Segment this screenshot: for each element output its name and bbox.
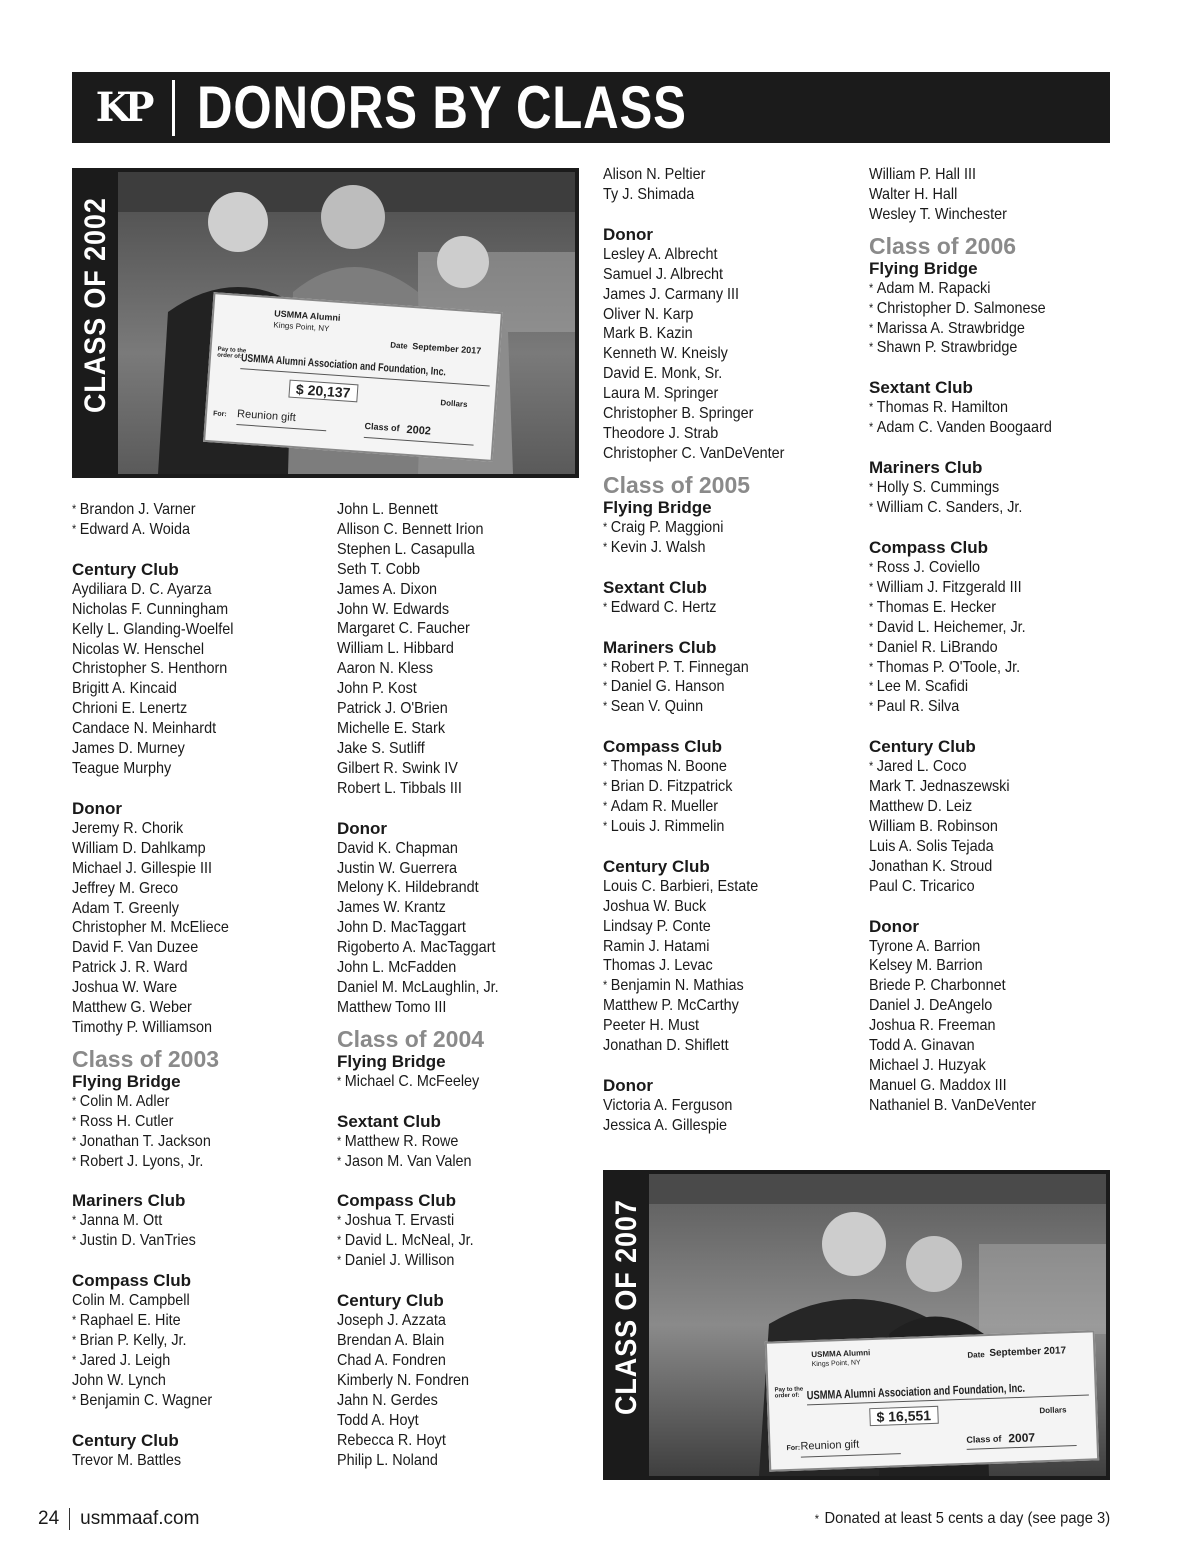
col2-group-cont	[337, 500, 592, 799]
check-memo-line	[236, 424, 326, 431]
donor-name: * Sean V. Quinn	[603, 698, 704, 716]
donor-name: Aydiliara D. C. Ayarza	[72, 580, 212, 598]
section-heading: Century Club	[337, 1291, 444, 1311]
donor-name: Christopher C. VanDeVenter	[603, 444, 785, 462]
donor-name: Colin M. Campbell	[72, 1292, 190, 1310]
donor-name: * Lee M. Scafidi	[869, 678, 969, 696]
donor-name: Kelsey M. Barrion	[869, 957, 983, 975]
donor-name: Alison N. Peltier	[603, 166, 706, 183]
col4-mariners-club	[869, 458, 1124, 518]
star-icon: *	[337, 1233, 342, 1248]
check-class-year: 2002	[406, 423, 432, 438]
section-heading: Mariners Club	[869, 458, 983, 478]
col1-century-club-2	[72, 1431, 327, 1471]
donor-name: * Brian P. Kelly, Jr.	[72, 1332, 187, 1350]
col1-flying-bridge	[72, 1072, 327, 1172]
star-icon: *	[603, 759, 608, 774]
donor-name: James J. Carmany III	[603, 285, 740, 303]
page-number: 24	[38, 1508, 60, 1529]
star-icon: *	[72, 1233, 77, 1248]
star-icon: *	[337, 1133, 342, 1148]
check-amount: $ 16,551	[869, 1406, 938, 1426]
donor-name: Joshua W. Buck	[603, 897, 707, 915]
donor-name: Samuel J. Albrecht	[603, 265, 724, 283]
donor-name: Kenneth W. Kneisly	[603, 345, 728, 363]
check-location: Kings Point, NY	[273, 320, 330, 334]
star-icon: *	[869, 659, 874, 674]
donor-name: Louis C. Barbieri, Estate	[603, 877, 759, 895]
page-header	[72, 72, 1110, 143]
donor-name: * Craig P. Maggioni	[603, 518, 724, 536]
star-icon: *	[72, 1313, 77, 1328]
donor-name: * Kevin J. Walsh	[603, 538, 706, 556]
donor-name: Jeffrey M. Greco	[72, 879, 179, 897]
donor-name: Justin W. Guerrera	[337, 859, 458, 877]
star-icon: *	[869, 699, 874, 714]
col3-compass-club	[603, 737, 858, 837]
donor-name: * Benjamin N. Mathias	[603, 977, 744, 995]
column-3	[603, 165, 858, 1136]
donor-name: Theodore J. Strab	[603, 424, 719, 442]
class-title-2003: Class of 2003	[72, 1045, 220, 1072]
donor-name: Trevor M. Battles	[72, 1451, 182, 1469]
donor-name: Peeter H. Must	[603, 1017, 700, 1035]
star-icon: *	[603, 699, 608, 714]
col4-sextant-club	[869, 378, 1124, 438]
donor-name: * Jason M. Van Valen	[337, 1152, 472, 1170]
donor-name: Aaron N. Kless	[337, 660, 434, 678]
donor-name: Robert L. Tibbals III	[337, 779, 462, 797]
donor-name: Brigitt A. Kincaid	[72, 680, 177, 698]
star-icon: *	[603, 799, 608, 814]
star-icon: *	[337, 1153, 342, 1168]
check-class-label: Class of	[364, 420, 400, 434]
star-icon: *	[72, 502, 77, 516]
donor-name: Matthew D. Leiz	[869, 798, 973, 816]
donor-name: Joshua W. Ware	[72, 979, 178, 997]
donor-name: James D. Murney	[72, 740, 185, 758]
footer-divider	[69, 1508, 70, 1530]
section-heading: Sextant Club	[869, 378, 973, 398]
donor-name: Jessica A. Gillespie	[603, 1116, 728, 1134]
donor-name: * Ross H. Cutler	[72, 1112, 174, 1130]
reunion-photo-2002	[118, 172, 575, 474]
donor-name: Todd A. Ginavan	[869, 1037, 975, 1055]
check-memo: Reunion gift	[800, 1438, 860, 1453]
donor-name: Rebecca R. Hoyt	[337, 1431, 446, 1449]
star-icon: *	[72, 1113, 77, 1128]
donor-name: * Thomas E. Hecker	[869, 598, 997, 616]
donor-name: * Robert P. T. Finnegan	[603, 658, 749, 676]
donor-name: Jeremy R. Chorik	[72, 819, 184, 837]
donor-name: Oliver N. Karp	[603, 305, 694, 323]
col1-century-club	[72, 560, 327, 779]
check-date: September 2017	[989, 1345, 1067, 1359]
donor-name: David F. Van Duzee	[72, 939, 199, 957]
reunion-check-2002	[203, 292, 503, 462]
check-pay-to-label: Pay to the order of:	[216, 346, 247, 361]
donor-name: * Paul R. Silva	[869, 698, 960, 716]
check-memo-line	[801, 1453, 901, 1457]
donor-name: * Thomas P. O'Toole, Jr.	[869, 658, 1021, 676]
column-1	[72, 500, 327, 1471]
check-date-label: Date	[390, 340, 408, 351]
section-heading: Flying Bridge	[72, 1071, 181, 1091]
section-heading: Flying Bridge	[603, 497, 712, 517]
section-heading: Flying Bridge	[337, 1051, 446, 1071]
donor-name: * Edward C. Hertz	[603, 598, 717, 616]
donor-name: * Christopher D. Salmonese	[869, 299, 1046, 317]
star-icon: *	[869, 759, 874, 774]
check-org: USMMA Alumni	[273, 308, 341, 323]
star-icon: *	[869, 639, 874, 654]
check-date: September 2017	[411, 341, 482, 356]
photo-class-2007	[603, 1170, 1110, 1480]
donor-name: James A. Dixon	[337, 580, 438, 598]
column-4	[869, 165, 1124, 1116]
donor-name: Adam T. Greenly	[72, 899, 179, 917]
section-heading: Donor	[869, 916, 920, 936]
col4-flying-bridge	[869, 259, 1124, 359]
donor-name: Wesley T. Winchester	[869, 205, 1007, 223]
col2-donor	[337, 819, 592, 1018]
reunion-check-2007	[765, 1330, 1099, 1471]
section-heading: Donor	[337, 818, 388, 838]
col3-donor-2	[603, 1076, 858, 1136]
star-icon: *	[869, 340, 874, 355]
section-heading: Century Club	[72, 559, 179, 579]
section-heading: Century Club	[603, 856, 710, 876]
check-pay-to-label: Pay to the order of:	[774, 1386, 804, 1400]
check-org: USMMA Alumni	[811, 1348, 871, 1360]
section-heading: Compass Club	[869, 537, 989, 557]
donor-name: Mark B. Kazin	[603, 325, 693, 343]
check-class-label: Class of	[966, 1433, 1002, 1445]
donor-name: David E. Monk, Sr.	[603, 365, 723, 383]
col3-group-cont	[603, 165, 858, 205]
donor-name: * Justin D. VanTries	[72, 1232, 196, 1250]
donor-name: Christopher B. Springer	[603, 405, 754, 423]
donor-name: John W. Lynch	[72, 1371, 166, 1389]
donor-name: Michelle E. Stark	[337, 719, 446, 737]
donor-name: John P. Kost	[337, 680, 417, 698]
check-for-label: For:	[786, 1444, 801, 1453]
donor-name: Rigoberto A. MacTaggart	[337, 939, 496, 957]
donor-name: * Matthew R. Rowe	[337, 1132, 459, 1150]
donor-name: Margaret C. Faucher	[337, 620, 470, 638]
col2-century-club	[337, 1291, 592, 1470]
donor-name: Michael J. Gillespie III	[72, 859, 213, 877]
donor-name: Walter H. Hall	[869, 185, 958, 203]
donor-name: Mark T. Jednaszewski	[869, 778, 1010, 796]
donor-name: Chad A. Fondren	[337, 1352, 446, 1369]
donor-name: * Janna M. Ott	[72, 1212, 163, 1230]
column-2	[337, 500, 592, 1470]
donor-name: Laura M. Springer	[603, 385, 719, 403]
donor-name: Christopher S. Henthorn	[72, 660, 228, 678]
star-icon: *	[603, 659, 608, 674]
class-title-2004: Class of 2004	[337, 1025, 485, 1052]
col1-mariners-club	[72, 1191, 327, 1251]
donor-name: * Adam R. Mueller	[603, 798, 719, 816]
donor-name: * Shawn P. Strawbridge	[869, 339, 1018, 357]
donor-name: Manuel G. Maddox III	[869, 1076, 1007, 1094]
donor-name: * Jared J. Leigh	[72, 1352, 171, 1369]
donor-name: William D. Dahlkamp	[72, 839, 206, 857]
star-icon: *	[603, 539, 608, 554]
donor-name: John L. Bennett	[337, 501, 438, 518]
col4-group-cont	[869, 165, 1124, 225]
donor-name: Lindsay P. Conte	[603, 917, 711, 935]
donor-name: Jonathan K. Stroud	[869, 857, 993, 875]
page-footer-left	[38, 1508, 199, 1530]
class-title-2005: Class of 2005	[603, 471, 751, 498]
donor-name: Teague Murphy	[72, 759, 172, 777]
donor-name: * David L. Heichemer, Jr.	[869, 618, 1026, 636]
donor-name: * Thomas N. Boone	[603, 758, 727, 776]
donor-name: * Daniel G. Hanson	[603, 678, 725, 696]
star-icon: *	[869, 500, 874, 515]
page-title: DONORS BY CLASS	[197, 74, 687, 141]
star-icon: *	[869, 559, 874, 574]
class-title-2006: Class of 2006	[869, 232, 1017, 259]
star-icon: *	[337, 1073, 342, 1088]
check-location: Kings Point, NY	[811, 1359, 861, 1369]
header-divider	[172, 80, 175, 136]
star-icon: *	[72, 1353, 77, 1367]
donor-name: Lesley A. Albrecht	[603, 245, 718, 263]
donor-name: Thomas J. Levac	[603, 957, 713, 975]
donor-name: Patrick J. O'Brien	[337, 700, 448, 718]
donor-name: * William J. Fitzgerald III	[869, 578, 1022, 596]
star-icon: *	[869, 579, 874, 594]
star-icon: *	[814, 1512, 819, 1526]
donor-name: Jonathan D. Shiflett	[603, 1037, 729, 1055]
donor-name: William P. Hall III	[869, 166, 976, 183]
star-icon: *	[603, 779, 608, 794]
donor-name: Tyrone A. Barrion	[869, 937, 981, 955]
donor-name: William L. Hibbard	[337, 640, 454, 658]
section-heading: Sextant Club	[337, 1111, 441, 1131]
star-icon: *	[72, 1333, 77, 1348]
footnote-text: Donated at least 5 cents a day (see page 3)	[824, 1510, 1110, 1527]
check-class-line	[364, 437, 474, 446]
star-icon: *	[603, 978, 608, 993]
donor-name: * Edward A. Woida	[72, 520, 190, 538]
donor-name: John L. McFadden	[337, 959, 457, 977]
donor-name: Daniel M. McLaughlin, Jr.	[337, 978, 499, 996]
section-heading: Donor	[72, 798, 123, 818]
donor-name: Luis A. Solis Tejada	[869, 837, 994, 855]
donor-name: Ty J. Shimada	[603, 185, 695, 203]
check-dollars-label: Dollars	[1039, 1405, 1067, 1416]
reunion-photo-2007	[649, 1174, 1106, 1476]
donor-name: Melony K. Hildebrandt	[337, 879, 479, 897]
check-payee: USMMA Alumni Association and Foundation, Inc.	[240, 352, 447, 379]
star-icon: *	[72, 1133, 77, 1148]
donor-name: William B. Robinson	[869, 817, 998, 835]
donor-name: David K. Chapman	[337, 839, 458, 857]
donor-name: Paul C. Tricarico	[869, 877, 975, 895]
donor-name: * Thomas R. Hamilton	[869, 399, 1009, 417]
col4-compass-club	[869, 538, 1124, 717]
check-memo: Reunion gift	[236, 408, 297, 425]
donor-name: * Benjamin C. Wagner	[72, 1391, 213, 1409]
donor-name: Seth T. Cobb	[337, 560, 420, 578]
star-icon: *	[603, 679, 608, 694]
donor-name: Stephen L. Casapulla	[337, 540, 475, 558]
donor-name: * Jonathan T. Jackson	[72, 1132, 211, 1150]
col1-group-cont	[72, 500, 327, 540]
donor-name: Briede P. Charbonnet	[869, 977, 1006, 995]
donor-name: John D. MacTaggart	[337, 919, 466, 937]
donor-name: * David L. McNeal, Jr.	[337, 1232, 474, 1250]
star-icon: *	[603, 519, 608, 534]
donor-name: Jahn N. Gerdes	[337, 1391, 438, 1409]
donor-name: * Louis J. Rimmelin	[603, 817, 725, 835]
donor-name: Daniel J. DeAngelo	[869, 997, 993, 1015]
donor-name: John W. Edwards	[337, 600, 450, 618]
donor-name: Timothy P. Williamson	[72, 1018, 213, 1036]
donor-name: James W. Krantz	[337, 899, 446, 917]
star-icon: *	[869, 280, 874, 295]
donor-name: Patrick J. R. Ward	[72, 959, 188, 977]
section-heading: Flying Bridge	[869, 258, 978, 278]
donor-name: * Brian D. Fitzpatrick	[603, 778, 733, 796]
donor-name: Allison C. Bennett Irion	[337, 520, 484, 538]
col3-flying-bridge	[603, 498, 858, 558]
footnote	[815, 1510, 1110, 1528]
donor-name: * Raphael E. Hite	[72, 1312, 181, 1330]
donor-name: * Colin M. Adler	[72, 1092, 170, 1110]
col3-mariners-club	[603, 638, 858, 718]
star-icon: *	[603, 818, 608, 833]
website-link[interactable]: usmmaaf.com	[80, 1508, 200, 1529]
donor-name: Matthew G. Weber	[72, 999, 192, 1017]
donor-name: Christopher M. McEliece	[72, 919, 229, 937]
col4-donor	[869, 917, 1124, 1116]
star-icon: *	[72, 1153, 77, 1168]
donor-name: Ramin J. Hatami	[603, 937, 710, 955]
section-heading: Donor	[603, 224, 654, 244]
donor-name: * Ross J. Coviello	[869, 558, 981, 576]
col2-sextant-club	[337, 1112, 592, 1172]
donor-name: * Adam C. Vanden Boogaard	[869, 419, 1052, 437]
donor-name: * Holly S. Cummings	[869, 479, 1000, 497]
donor-name: Victoria A. Ferguson	[603, 1097, 733, 1114]
kp-logo: KP	[95, 84, 149, 131]
donor-name: Jake S. Sutliff	[337, 739, 425, 757]
donor-name: * Michael C. McFeeley	[337, 1072, 480, 1090]
col3-sextant-club	[603, 578, 858, 618]
donor-name: Michael J. Huzyak	[869, 1057, 986, 1074]
star-icon: *	[869, 300, 874, 315]
donor-name: Matthew Tomo III	[337, 998, 447, 1016]
star-icon: *	[869, 679, 874, 694]
donor-name: Kimberly N. Fondren	[337, 1371, 470, 1389]
donor-name: Nathaniel B. VanDeVenter	[869, 1096, 1037, 1114]
star-icon: *	[869, 420, 874, 435]
donor-name: Nicolas W. Henschel	[72, 640, 205, 658]
donor-name: Joshua R. Freeman	[869, 1017, 996, 1035]
donor-name: * William C. Sanders, Jr.	[869, 499, 1023, 517]
star-icon: *	[869, 400, 874, 415]
col2-compass-club	[337, 1191, 592, 1271]
check-payee: USMMA Alumni Association and Foundation, Inc.	[806, 1380, 1026, 1403]
donor-name: * Adam M. Rapacki	[869, 279, 991, 297]
star-icon: *	[869, 599, 874, 614]
donor-name: Todd A. Hoyt	[337, 1411, 419, 1429]
star-icon: *	[72, 521, 77, 536]
section-heading: Century Club	[869, 737, 976, 757]
donor-name: Joseph J. Azzata	[337, 1312, 446, 1330]
check-dollars-label: Dollars	[440, 398, 468, 410]
donor-name: Kelly L. Glanding-Woelfel	[72, 620, 234, 638]
donor-name: Chrioni E. Lenertz	[72, 700, 188, 718]
check-class-year: 2007	[1008, 1430, 1036, 1446]
donor-name: Matthew P. McCarthy	[603, 997, 739, 1015]
donor-name: * Robert J. Lyons, Jr.	[72, 1152, 204, 1170]
section-heading: Sextant Club	[603, 577, 707, 597]
donor-name: Candace N. Meinhardt	[72, 720, 217, 738]
star-icon: *	[337, 1213, 342, 1228]
section-heading: Compass Club	[337, 1191, 457, 1211]
section-heading: Mariners Club	[72, 1191, 186, 1211]
col1-compass-club	[72, 1271, 327, 1410]
photo-label-2002: CLASS OF 2002	[79, 197, 112, 413]
section-heading: Donor	[603, 1076, 654, 1095]
section-heading: Compass Club	[72, 1271, 192, 1291]
star-icon: *	[72, 1213, 77, 1228]
donor-name: * Jared L. Coco	[869, 758, 967, 776]
section-heading: Century Club	[72, 1430, 179, 1450]
section-heading: Mariners Club	[603, 637, 717, 657]
donor-name: * Daniel J. Willison	[337, 1252, 455, 1270]
star-icon: *	[337, 1253, 342, 1268]
col2-flying-bridge	[337, 1052, 592, 1092]
check-for-label: For:	[212, 410, 227, 419]
donor-name: * Joshua T. Ervasti	[337, 1212, 455, 1230]
photo-label-2007: CLASS OF 2007	[610, 1199, 643, 1415]
donor-name: Nicholas F. Cunningham	[72, 600, 229, 618]
donor-name: * Daniel R. LiBrando	[869, 638, 998, 656]
donor-name: * Marissa A. Strawbridge	[869, 319, 1025, 337]
donor-name: Gilbert R. Swink IV	[337, 759, 458, 777]
donor-name: Brendan A. Blain	[337, 1332, 445, 1350]
star-icon: *	[72, 1392, 77, 1407]
check-class-line	[967, 1445, 1077, 1450]
col1-donor	[72, 799, 327, 1038]
donor-name: Philip L. Noland	[337, 1451, 438, 1469]
check-date-label: Date	[967, 1350, 985, 1360]
photo-class-2002	[72, 168, 579, 478]
section-heading: Compass Club	[603, 737, 723, 757]
donor-name: * Brandon J. Varner	[72, 501, 196, 518]
col4-century-club	[869, 737, 1124, 896]
star-icon: *	[603, 599, 608, 614]
col3-donor	[603, 225, 858, 464]
star-icon: *	[869, 480, 874, 495]
star-icon: *	[869, 320, 874, 335]
col3-century-club	[603, 857, 858, 1056]
star-icon: *	[72, 1093, 77, 1108]
check-amount: $ 20,137	[288, 380, 358, 403]
star-icon: *	[869, 619, 874, 634]
